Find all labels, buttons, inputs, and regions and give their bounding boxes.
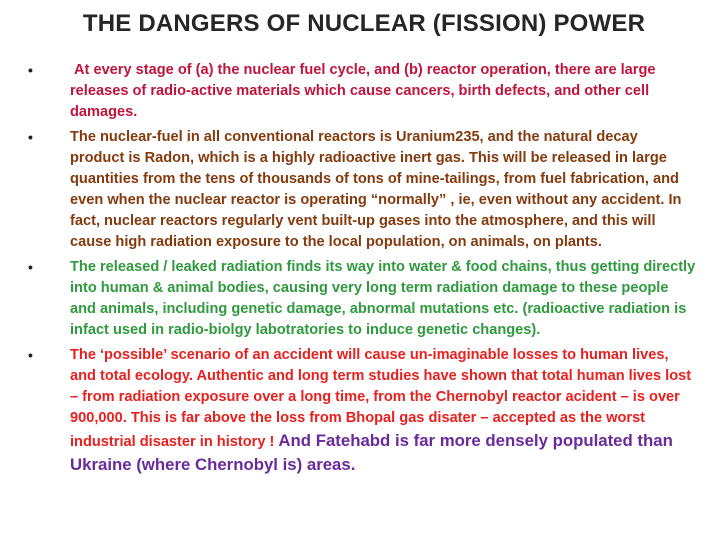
bullet-item-2 [28, 127, 696, 253]
bullet-marker: • [28, 129, 33, 145]
bullet-marker: • [28, 62, 33, 78]
bullet-item-4 [28, 345, 696, 477]
slide-title: THE DANGERS OF NUCLEAR (FISSION) POWER [82, 10, 646, 37]
bullet-item-1 [28, 60, 696, 123]
bullet-text-4: The ‘possible’ scenario of an accident will cause un-imaginable losses to human lives, and total ecology. Authentic and long term studies have shown that total human lives lost – from radiation exposure over a long time, from the Chernobyl reactor acident – is over 900,000. This is far above the loss from Bhopal gas disater – accepted as the worst industrial disaster in history ! [70, 347, 692, 450]
bullet-item-3 [28, 257, 696, 341]
bullet-text-3: The released / leaked radiation finds its way into water & food chains, thus getting directly into human & animal bodies, causing very long term radiation damage to these people and animals, including genetic damage, abnormal mutations etc. (radioactive radiation is infact used in radio-biolgy labotratories to induce genetic changes). [70, 259, 696, 338]
bullet-list [28, 60, 696, 481]
bullet-text-2: The nuclear-fuel in all conventional reactors is Uranium235, and the natural decay product is Radon, which is a highly radioactive inert gas. This will be released in large quantities from the tens of thousands of tons of mine-tailings, from fuel fabrication, and even when the nuclear reactor is operating “normally” , ie, even without any accident. In fact, nuclear reactors regularly vent built-up gases into the atmosphere, and this will cause high radiation exposure to the local population, on animals, on plants. [70, 129, 682, 250]
bullet-marker: • [28, 347, 33, 363]
bullet-text-4-tail: And Fatehabd is far more densely populated than Ukraine (where Chernobyl is) areas. [70, 431, 673, 474]
bullet-text-1: At every stage of (a) the nuclear fuel cycle, and (b) reactor operation, there are large releases of radio-active materials which cause cancers, birth defects, and other cell damages. [70, 62, 656, 120]
bullet-marker: • [28, 259, 33, 275]
